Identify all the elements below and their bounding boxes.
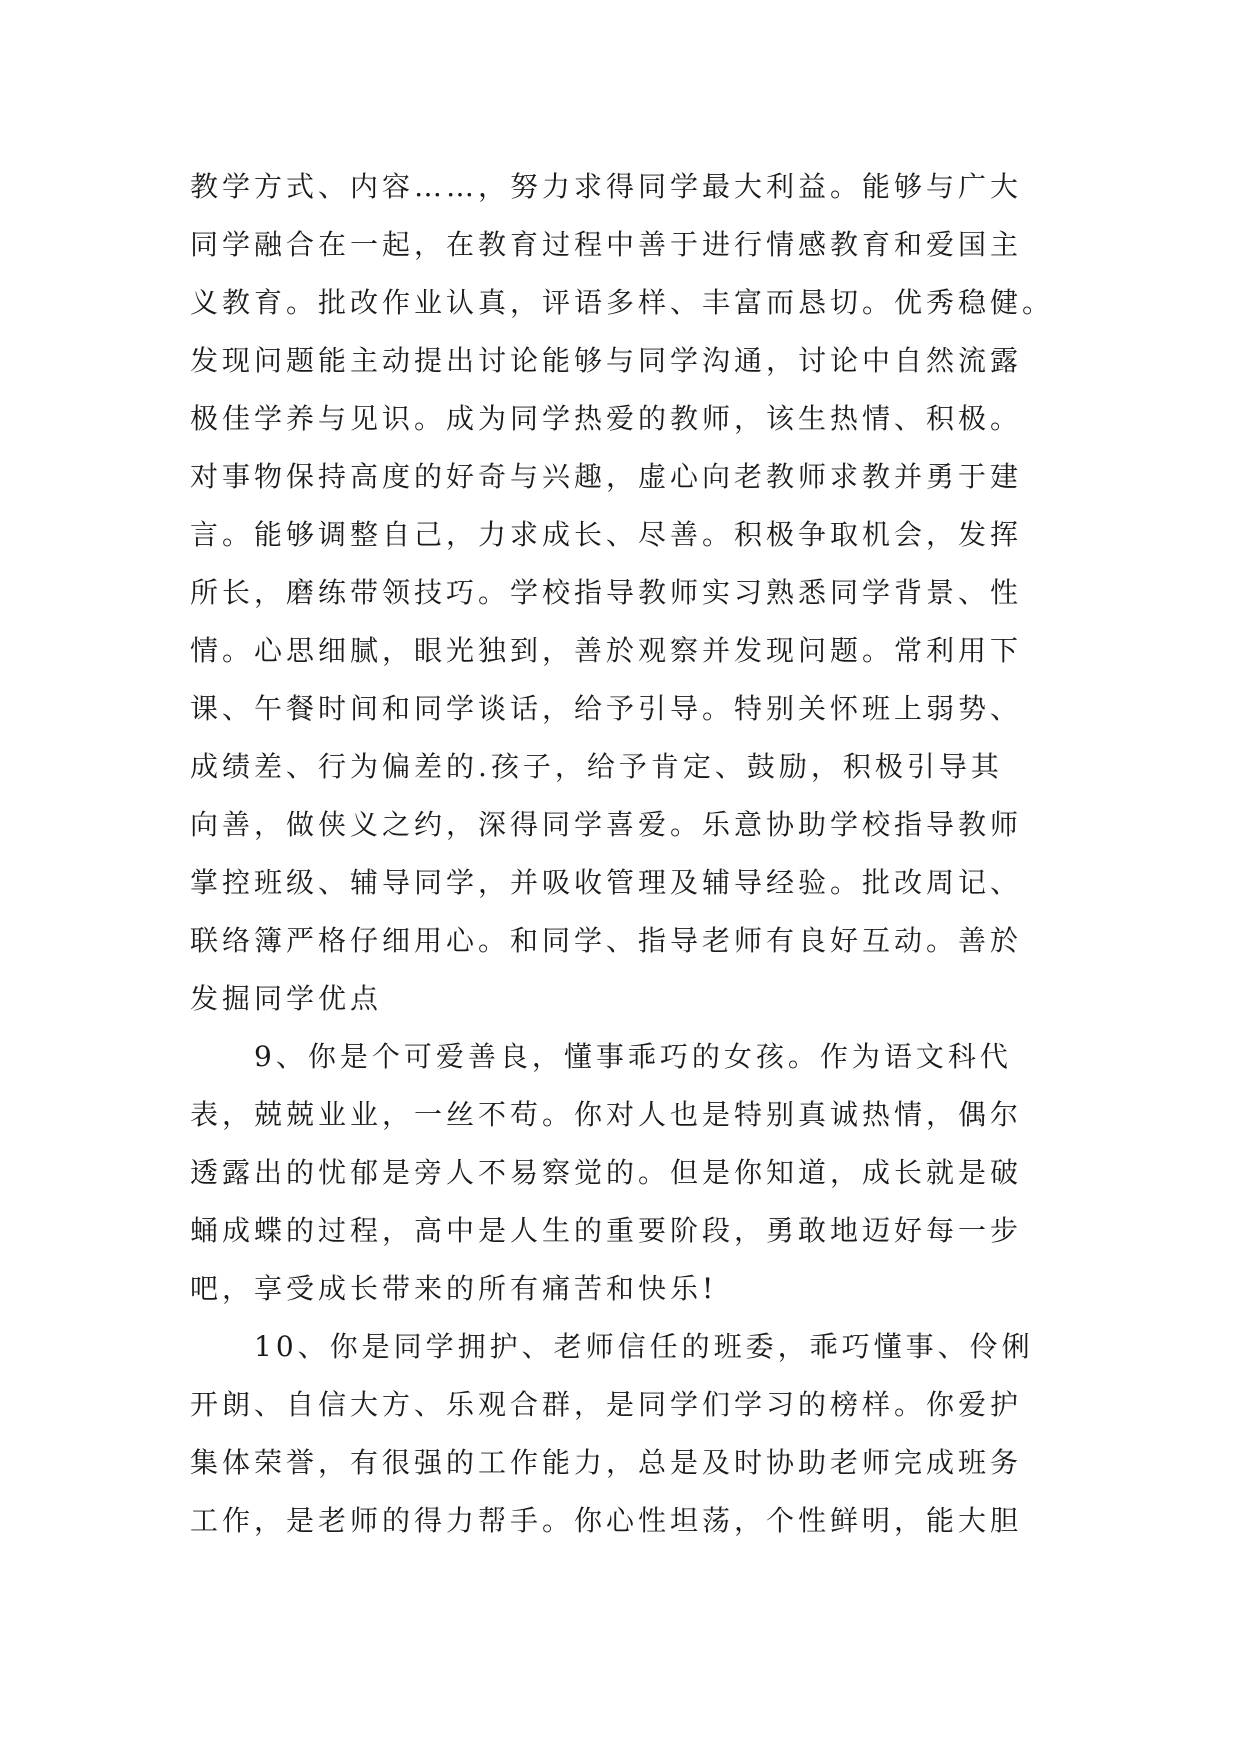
text-line: 工作，是老师的得力帮手。你心性坦荡，个性鲜明，能大胆 [190, 1504, 1023, 1537]
text-line: 吧，享受成长带来的所有痛苦和快乐! [190, 1272, 718, 1305]
text-line: 义教育。批改作业认真，评语多样、丰富而恳切。优秀稳健。 [190, 286, 1055, 319]
text-line: 极佳学养与见识。成为同学热爱的教师，该生热情、积极。 [190, 402, 1023, 435]
text-line: 言。能够调整自己，力求成长、尽善。积极争取机会，发挥 [190, 518, 1023, 551]
text-line: 透露出的忧郁是旁人不易察觉的。但是你知道，成长就是破 [190, 1156, 1023, 1189]
text-line: 对事物保持高度的好奇与兴趣，虚心向老教师求教并勇于建 [190, 460, 1023, 493]
paragraph-9-start: 9、你是个可爱善良，懂事乖巧的女孩。作为语文科代 [190, 1040, 1012, 1073]
text-line: 联络簿严格仔细用心。和同学、指导老师有良好互动。善於 [190, 924, 1023, 957]
text-line: 开朗、自信大方、乐观合群，是同学们学习的榜样。你爱护 [190, 1388, 1023, 1421]
text-line: 所长，磨练带领技巧。学校指导教师实习熟悉同学背景、性 [190, 576, 1023, 609]
text-line: 向善，做侠义之约，深得同学喜爱。乐意协助学校指导教师 [190, 808, 1023, 841]
text-line: 掌控班级、辅导同学，并吸收管理及辅导经验。批改周记、 [190, 866, 1023, 899]
text-line: 教学方式、内容……，努力求得同学最大利益。能够与广大 [190, 170, 1023, 203]
text-line: 表，兢兢业业，一丝不苟。你对人也是特别真诚热情，偶尔 [190, 1098, 1023, 1131]
text-line: 发现问题能主动提出讨论能够与同学沟通，讨论中自然流露 [190, 344, 1023, 377]
text-line: 情。心思细腻，眼光独到，善於观察并发现问题。常利用下 [190, 634, 1023, 667]
text-line: 集体荣誉，有很强的工作能力，总是及时协助老师完成班务 [190, 1446, 1023, 1479]
body-text [190, 158, 1060, 1550]
text-line: 课、午餐时间和同学谈话，给予引导。特别关怀班上弱势、 [190, 692, 1023, 725]
text-line: 发掘同学优点 [190, 982, 383, 1015]
text-line: 同学融合在一起，在教育过程中善于进行情感教育和爱国主 [190, 228, 1023, 261]
text-line: 成绩差、行为偏差的.孩子，给予肯定、鼓励，积极引导其 [190, 750, 1003, 783]
paragraph-10-start: 10、你是同学拥护、老师信任的班委，乖巧懂事、伶俐 [190, 1330, 1034, 1363]
text-line: 蛹成蝶的过程，高中是人生的重要阶段，勇敢地迈好每一步 [190, 1214, 1023, 1247]
